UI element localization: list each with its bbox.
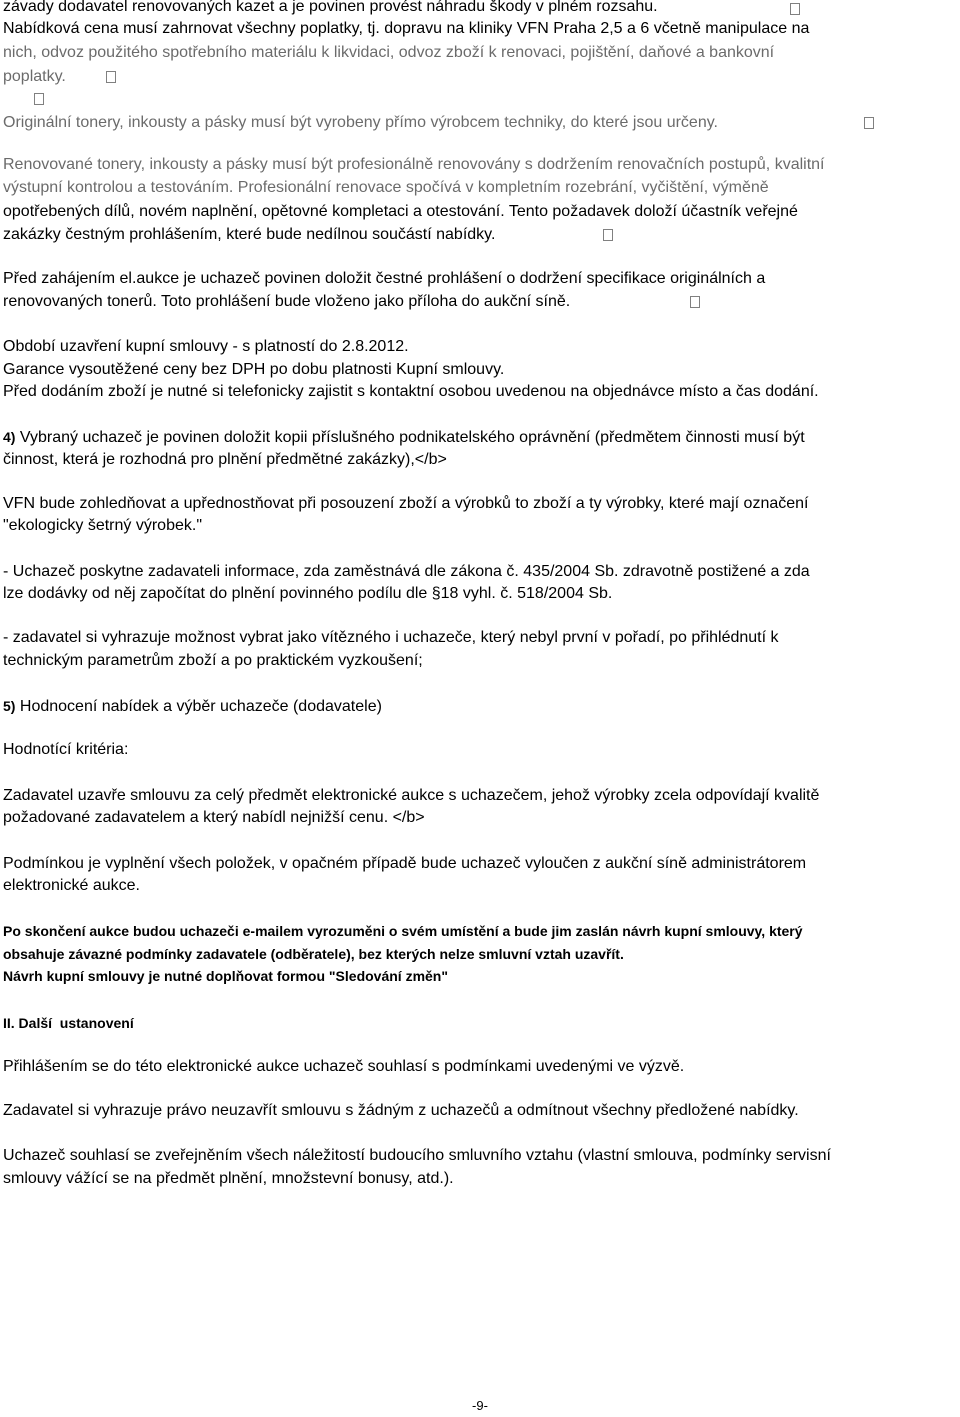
text-line: opotřebených dílů, novém naplnění, opětovné kompletaci a otestování. Tento požadavek doloží účastník veřejné	[3, 203, 798, 220]
text-line: - Uchazeč poskytne zadavateli informace, zda zaměstnává dle zákona č. 435/2004 Sb. zdravotně postižené a zda	[3, 563, 810, 580]
text-line: Před zahájením el.aukce je uchazeč povinen doložit čestné prohlášení o dodržení specifikace originálních a	[3, 270, 766, 287]
text-line: výstupní kontrolou a testováním. Profesionální renovace spočívá v kompletním rozebrání, vyčištění, výměně	[3, 179, 769, 196]
text-line: Renovované tonery, inkousty a pásky musí být profesionálně renovovány s dodržením renovačních postupů, kvalitní	[3, 156, 825, 173]
glyph-box-icon	[34, 93, 44, 105]
text-line: smlouvy vážící se na předmět plnění, množstevní bonusy, atd.).	[3, 1170, 454, 1187]
glyph-box-icon	[790, 3, 800, 15]
text-line: elektronické aukce.	[3, 877, 140, 894]
text-line: Garance vysoutěžené ceny bez DPH po dobu platnosti Kupní smlouvy.	[3, 361, 505, 378]
text-line: VFN bude zohledňovat a upřednostňovat při posouzení zboží a výrobků to zboží a ty výrobky, které mají označení	[3, 495, 809, 512]
item-number: 5)	[3, 698, 16, 714]
item-text: Hodnocení nabídek a výběr uchazeče (dodavatele)	[15, 698, 382, 715]
text-line: Uchazeč souhlasí se zveřejněním všech náležitostí budoucího smluvního vztahu (vlastní smlouva, podmínky servisní	[3, 1147, 831, 1164]
text-line: Před dodáním zboží je nutné si telefonicky zajistit s kontaktní osobou uvedenou na objednávce místo a čas dodání.	[3, 383, 819, 400]
text-line: lze dodávky od něj započítat do plnění povinného podílu dle §18 vyhl. č. 518/2004 Sb.	[3, 585, 613, 602]
page-number: -9-	[472, 1398, 488, 1413]
glyph-box-icon	[690, 296, 700, 308]
text-line: Podmínkou je vyplnění všech položek, v opačném případě bude uchazeč vyloučen z aukční síně administrátorem	[3, 855, 807, 872]
text-line: Originální tonery, inkousty a pásky musí být vyrobeny přímo výrobcem techniky, do které jsou určeny.	[3, 114, 718, 131]
item-number: 4)	[3, 429, 16, 445]
text-line: poplatky.	[3, 68, 66, 85]
text-line: zakázky čestným prohlášením, které bude nedílnou součástí nabídky.	[3, 226, 496, 243]
text-line: Období uzavření kupní smlouvy - s platností do 2.8.2012.	[3, 338, 409, 355]
text-line: činnost, která je rozhodná pro plnění předmětné zakázky),</b>	[3, 451, 447, 468]
text-line: "ekologicky šetrný výrobek."	[3, 517, 202, 534]
text-line: technickým parametrům zboží a po praktickém vyzkoušení;	[3, 652, 423, 669]
text-line: renovovaných tonerů. Toto prohlášení bude vloženo jako příloha do aukční síně.	[3, 293, 571, 310]
text-line: nich, odvoz použitého spotřebního materiálu k likvidaci, odvoz zboží k renovaci, pojištění, daňové a bankovní	[3, 44, 775, 61]
item-text: Vybraný uchazeč je povinen doložit kopii příslušného podnikatelského oprávnění (předmětem činnosti musí být	[15, 429, 805, 446]
text-line: Přihlášením se do této elektronické aukce uchazeč souhlasí s podmínkami uvedenými ve výzvě.	[3, 1058, 685, 1075]
text-line: závady dodavatel renovovaných kazet a je povinen provést náhradu škody v plném rozsahu.	[3, 0, 658, 15]
text-line: Nabídková cena musí zahrnovat všechny poplatky, tj. dopravu na kliniky VFN Praha 2,5 a 6 včetně manipulace na	[3, 20, 810, 37]
glyph-box-icon	[864, 117, 874, 129]
bold-text-line: Po skončení aukce budou uchazeči e-mailem vyrozuměni o svém umístění a bude jim zaslán návrh kupní smlouvy, který	[3, 923, 803, 939]
text-line: požadované zadavatelem a který nabídl nejnižší cenu. </b>	[3, 809, 425, 826]
text-line: Zadavatel si vyhrazuje právo neuzavřít smlouvu s žádným z uchazečů a odmítnout všechny předložené nabídky.	[3, 1102, 799, 1119]
text-line: Zadavatel uzavře smlouvu za celý předmět elektronické aukce s uchazečem, jehož výrobky zcela odpovídají kvalitě	[3, 787, 820, 804]
section-heading: II. Další ustanovení	[3, 1015, 134, 1031]
text-line: Hodnotící kritéria:	[3, 741, 129, 758]
bold-text-line: Návrh kupní smlouvy je nutné doplňovat formou "Sledování změn"	[3, 968, 448, 984]
glyph-box-icon	[603, 229, 613, 241]
section-heading	[3, 696, 382, 717]
text-line: - zadavatel si vyhrazuje možnost vybrat jako vítězného i uchazeče, který nebyl první v pořadí, po přihlédnutí k	[3, 629, 779, 646]
bold-text-line: obsahuje závazné podmínky zadavatele (odběratele), bez kterých nelze smluvní vztah uzavřít.	[3, 946, 624, 962]
numbered-item	[3, 427, 805, 448]
glyph-box-icon	[106, 71, 116, 83]
